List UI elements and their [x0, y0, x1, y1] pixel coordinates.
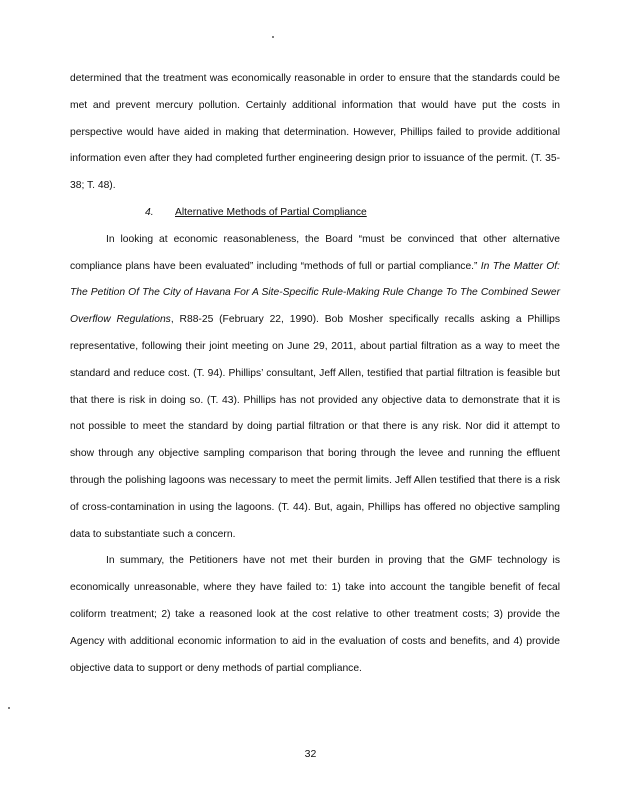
paragraph-summary: In summary, the Petitioners have not met their burden in proving that the GMF technology is economically unreasonable, where they have failed to: 1) take into account the tangible benefit of fecal coliform treatment; 2) take a reasoned look at the cost relative to other treatment costs; 3) provide the Agency with additional economic information to aid in the evaluation of costs and benefits, and 4) provide objective data to support or deny methods of partial compliance.	[70, 555, 560, 674]
section-heading-number: 4.	[145, 206, 154, 218]
paragraph-text: In looking at economic reasonableness, the Board “must be convinced that other alternative compliance plans have been evaluated” including “methods of full or partial compliance.”	[70, 233, 560, 272]
paragraph-continuation: determined that the treatment was economically reasonable in order to ensure that the standards could be met and prevent mercury pollution. Certainly additional information that would have put the costs in perspective would have aided in making that determination. However, Phillips failed to provide additional information even after they had completed further engineering design prior to issuance of the permit. (T. 35-38; T. 48).	[70, 73, 560, 192]
scan-speck	[8, 707, 10, 709]
section-heading	[70, 200, 560, 227]
case-citation: In The Matter Of: The Petition Of The City of Havana For A Site-Specific Rule-Making Rule Change To The Combined Sewer Overflow Regulations	[70, 260, 560, 326]
scan-speck	[272, 36, 274, 38]
body-text	[70, 66, 560, 682]
paragraph-alternative-methods	[70, 227, 560, 549]
paragraph-text: , R88-25 (February 22, 1990). Bob Mosher specifically recalls asking a Phillips representative, following their joint meeting on June 29, 2011, about partial filtration as a way to meet the standard and reduce cost. (T. 94). Phillips’ consultant, Jeff Allen, testified that partial filtration is feasible but that there is risk in doing so. (T. 43). Phillips has not provided any objective data to demonstrate that it is not possible to meet the standard by doing partial filtration or that there is any risk. Nor did it attempt to show through any objective sampling comparison that boring through the levee and running the effluent through the polishing lagoons was necessary to meet the permit limits. Jeff Allen testified that there is a risk of cross-contamination in using the lagoons. (T. 44). But, again, Phillips has offered no objective sampling data to substantiate such a concern.	[70, 314, 560, 540]
section-heading-title: Alternative Methods of Partial Compliance	[175, 206, 367, 218]
page-number: 32	[304, 748, 317, 760]
